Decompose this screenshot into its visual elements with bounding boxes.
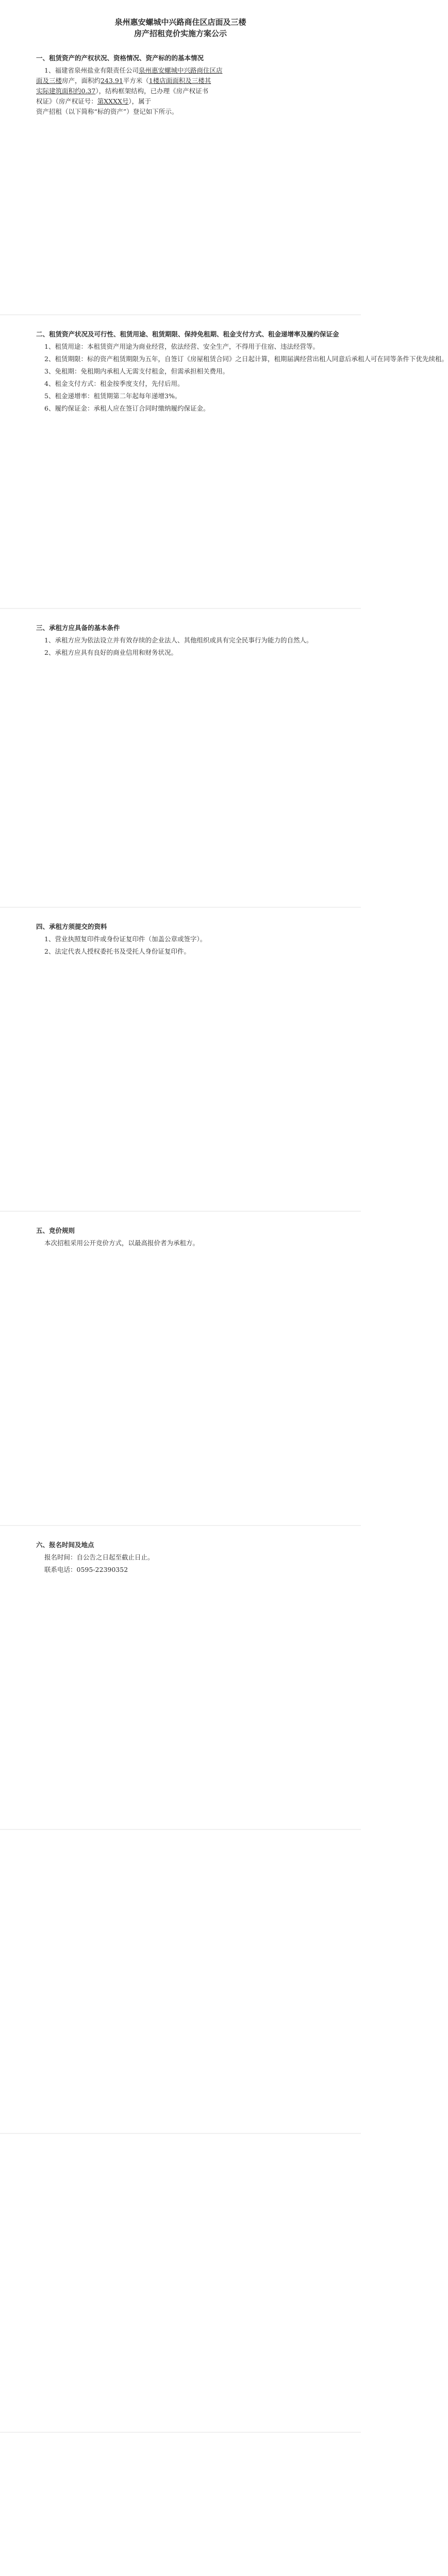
- page-divider: [0, 1211, 361, 1212]
- section6-item: 联系电话：0595-22390352: [44, 1566, 128, 1573]
- section4-item: 1、营业执照复印件或身份证复印件（加盖公章或签字）。: [44, 935, 207, 943]
- section2-item: 3、免租期：免租期内承租人无需支付租金，但需承担相关费用。: [44, 367, 229, 375]
- section2-item: 6、履约保证金：承租人应在签订合同时缴纳履约保证金。: [44, 404, 210, 412]
- page-divider: [0, 1829, 361, 1830]
- section3-item: 2、承租方应具有良好的商业信用和财务状况。: [44, 649, 177, 656]
- section2-heading: 二、租赁资产状况及可行性、租赁用途、租赁期限、保持免租期、租金支付方式、租金递增率及履约保证金: [36, 330, 339, 338]
- section1-paragraph-line: 面及三楼房产，面积约243.91平方米（1楼店面面积及三楼其: [36, 77, 211, 84]
- section1-paragraph-line: 权证》（房产权证号：第XXXX号），属于: [36, 97, 152, 105]
- section6-heading: 六、报名时间及地点: [36, 1541, 94, 1549]
- page-divider: [0, 1525, 361, 1526]
- page-title: 泉州惠安螺城中兴路商住区店面及三楼: [114, 18, 246, 27]
- section2-item: 1、租赁用途：本租赁资产用途为商业经营，依法经营、安全生产，不得用于住宿、违法经营等。: [44, 343, 319, 350]
- section2-item: 5、租金递增率：租赁期第二年起每年递增3%。: [44, 392, 181, 400]
- section4-heading: 四、承租方须提交的资料: [36, 923, 107, 930]
- section3-item: 1、承租方应为依法设立并有效存续的企业法人、其他组织或具有完全民事行为能力的自然人。: [44, 636, 313, 644]
- section6-item: 报名时间：自公告之日起至截止日止。: [44, 1553, 154, 1561]
- section3-heading: 三、承租方应具备的基本条件: [36, 624, 120, 632]
- page-divider: [0, 2133, 361, 2134]
- section1-paragraph-line: 实际建筑面积约0.37），结构框架结构，已办理《房产权证书: [36, 87, 209, 95]
- page-divider: [0, 907, 361, 908]
- page-divider: [0, 608, 361, 609]
- section1-paragraph-line: 资产招租（以下简称“标的资产”）登记如下所示。: [36, 108, 178, 115]
- section1-paragraph: 1、福建省泉州盐业有限责任公司泉州惠安螺城中兴路商住区店: [44, 66, 223, 74]
- page-divider: [0, 2432, 361, 2433]
- section2-item: 2、租赁期限：标的资产租赁期限为五年，自签订《房屋租赁合同》之日起计算，租期届满经营出租人同意后承租人可在同等条件下优先续租。: [44, 355, 448, 363]
- section1-heading: 一、租赁资产的产权状况、资格情况、资产标的的基本情况: [36, 54, 204, 62]
- section2-item: 4、租金支付方式：租金按季度支付，先付后用。: [44, 380, 184, 387]
- section4-item: 2、法定代表人授权委托书及受托人身份证复印件。: [44, 947, 190, 955]
- page-subtitle: 房产招租竞价实施方案公示: [134, 29, 227, 38]
- page-divider: [0, 314, 361, 315]
- section5-item: 本次招租采用公开竞价方式，以最高报价者为承租方。: [44, 1239, 200, 1247]
- section5-heading: 五、竞价规则: [36, 1227, 75, 1234]
